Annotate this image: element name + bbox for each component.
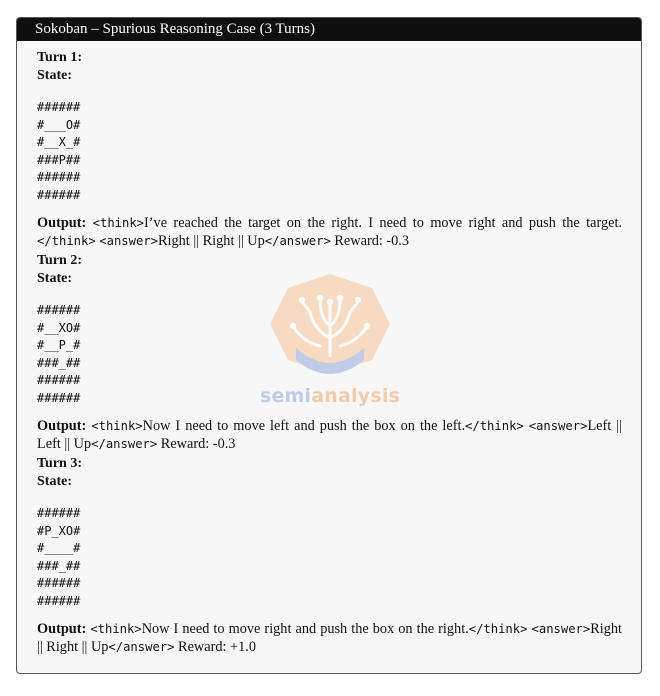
answer-text: Right || Right || Up [157, 233, 265, 249]
turn-label: Turn 1: [37, 50, 83, 65]
state-label: State: [37, 271, 72, 286]
output-label: Output: [37, 418, 87, 434]
turn-output [37, 214, 622, 250]
answer-close-tag: </answer> [91, 437, 158, 451]
think-open-tag: <think> [90, 622, 142, 636]
state-label: State: [37, 474, 72, 489]
state-label: State: [37, 68, 72, 83]
output-label: Output: [37, 621, 87, 637]
turn-label: Turn 3: [37, 456, 83, 471]
reward-text: Reward: -0.3 [160, 436, 236, 452]
answer-close-tag: </answer> [264, 234, 331, 248]
turn-label: Turn 2: [37, 253, 83, 268]
turn-output [37, 417, 622, 453]
answer-open-tag: <answer> [99, 234, 158, 248]
sokoban-grid: ###### #___O# #__X_# ###P## ###### ###### [37, 100, 81, 202]
think-open-tag: <think> [91, 419, 143, 433]
turn-section [37, 41, 622, 250]
reward-text: Reward: -0.3 [334, 233, 410, 249]
turn-section [37, 453, 622, 656]
box-title: Sokoban – Spurious Reasoning Case (3 Turns) [17, 18, 641, 41]
reward-text: Reward: +1.0 [178, 639, 256, 655]
answer-close-tag: </answer> [108, 640, 175, 654]
answer-text: Left || Left || Up [37, 418, 622, 452]
turn-output [37, 620, 622, 656]
watermark-text-part1: semi [259, 385, 312, 407]
answer-open-tag: <answer> [531, 622, 591, 636]
think-open-tag: <think> [92, 216, 145, 230]
think-close-tag: </think> [465, 419, 524, 433]
think-text: Now I need to move left and push the box on the left. [142, 418, 466, 434]
output-label: Output: [37, 215, 87, 231]
think-close-tag: </think> [37, 234, 96, 248]
think-text: Now I need to move right and push the box on the right. [141, 621, 469, 637]
answer-open-tag: <answer> [528, 419, 588, 433]
think-close-tag: </think> [468, 622, 528, 636]
watermark-text-part2: analysis [311, 385, 401, 407]
answer-text: Right || Right || Up [37, 621, 622, 655]
think-text: I’ve reached the target on the right. I need to move right and push the target. [144, 215, 622, 231]
sokoban-case-box [16, 17, 642, 674]
case-content [17, 41, 641, 656]
turn-section [37, 250, 622, 453]
sokoban-grid: ###### #__XO# #__P_# ###_## ###### ###### [37, 303, 81, 405]
sokoban-grid: ###### #P_XO# #____# ###_## ###### ###### [37, 506, 81, 608]
